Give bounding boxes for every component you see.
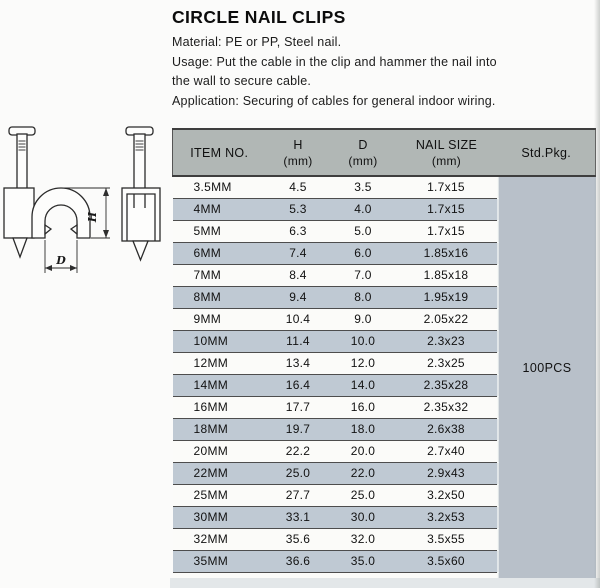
clip-dimension-diagram	[2, 122, 172, 287]
nail-size-cell: 2.6x38	[396, 419, 498, 441]
item-no-cell: 10MM	[173, 331, 266, 353]
clip-tooth-right-icon	[71, 225, 77, 234]
spec-table-header	[173, 129, 596, 176]
table-row	[173, 176, 596, 199]
clip-holder-icon	[4, 188, 34, 238]
h-value-cell: 27.7	[266, 485, 331, 507]
nail-size-cell: 1.7x15	[396, 221, 498, 243]
h-value-cell: 6.3	[266, 221, 331, 243]
column-header-nail-size	[396, 129, 498, 176]
spec-table-body	[173, 176, 596, 588]
nail-size-cell: 3.5x55	[396, 529, 498, 551]
item-no-cell: 12MM	[173, 353, 266, 375]
nail-size-cell: 1.95x19	[396, 287, 498, 309]
nail-size-cell: 1.85x18	[396, 265, 498, 287]
h-value-cell: 17.7	[266, 397, 331, 419]
h-value-cell: 10.4	[266, 309, 331, 331]
d-value-cell: 12.0	[331, 353, 396, 375]
d-dimension-label: D	[56, 254, 66, 267]
nail-size-cell: 2.3x25	[396, 353, 498, 375]
d-value-cell: 3.5	[331, 176, 396, 199]
item-no-cell: 32MM	[173, 529, 266, 551]
description-line-usage-2: the wall to secure cable.	[172, 74, 312, 88]
h-value-cell: 5.3	[266, 199, 331, 221]
nail-size-cell: 2.05x22	[396, 309, 498, 331]
nail-point-icon	[133, 241, 148, 260]
nail-shaft-icon	[17, 134, 27, 189]
item-no-cell: 14MM	[173, 375, 266, 397]
column-header-h	[266, 129, 331, 176]
h-value-cell: 19.7	[266, 419, 331, 441]
nail-size-cell: 2.9x43	[396, 463, 498, 485]
nail-size-cell: 1.7x15	[396, 176, 498, 199]
page-title: CIRCLE NAIL CLIPS	[172, 7, 346, 27]
d-value-cell: 10.0	[331, 331, 396, 353]
clip-front-view	[4, 127, 90, 257]
d-value-cell: 4.0	[331, 199, 396, 221]
d-value-cell: 20.0	[331, 441, 396, 463]
h-value-cell: 22.2	[266, 441, 331, 463]
d-value-cell: 8.0	[331, 287, 396, 309]
column-header-label: ITEM NO.	[190, 145, 249, 160]
clip-side-view	[122, 127, 160, 260]
nail-size-cell: 2.35x32	[396, 397, 498, 419]
item-no-cell: 7MM	[173, 265, 266, 287]
clip-body-icon	[122, 188, 160, 241]
d-value-cell: 35.0	[331, 551, 396, 573]
h-value-cell: 16.4	[266, 375, 331, 397]
column-header-d	[331, 129, 396, 176]
item-no-cell: 25MM	[173, 485, 266, 507]
spec-table	[172, 128, 596, 588]
item-no-cell: 9MM	[173, 309, 266, 331]
column-header-label: Std.Pkg.	[521, 145, 572, 160]
h-dimension-label: H	[86, 211, 99, 223]
item-no-cell: 16MM	[173, 397, 266, 419]
product-description	[172, 33, 582, 111]
clip-tooth-left-icon	[45, 225, 51, 234]
nail-size-cell: 1.85x16	[396, 243, 498, 265]
item-no-cell: 35MM	[173, 551, 266, 573]
nail-size-cell: 2.7x40	[396, 441, 498, 463]
d-value-cell: 14.0	[331, 375, 396, 397]
column-header-label: H	[293, 137, 303, 152]
h-value-cell: 25.0	[266, 463, 331, 485]
d-value-cell: 22.0	[331, 463, 396, 485]
item-no-cell: 5MM	[173, 221, 266, 243]
d-value-cell: 30.0	[331, 507, 396, 529]
item-no-cell: 20MM	[173, 441, 266, 463]
h-value-cell: 4.5	[266, 176, 331, 199]
scan-bottom-strip	[170, 578, 600, 588]
column-header-unit: (mm)	[283, 153, 313, 168]
column-header-label: NAIL SIZE	[415, 137, 478, 152]
nail-size-cell: 1.7x15	[396, 199, 498, 221]
d-value-cell: 16.0	[331, 397, 396, 419]
nail-size-cell: 3.2x50	[396, 485, 498, 507]
description-line-material: Material: PE or PP, Steel nail.	[172, 35, 342, 49]
nail-point-icon	[13, 238, 27, 257]
item-no-cell: 4MM	[173, 199, 266, 221]
item-no-cell: 22MM	[173, 463, 266, 485]
d-value-cell: 18.0	[331, 419, 396, 441]
description-line-usage: Usage: Put the cable in the clip and hammer the nail into	[172, 54, 497, 69]
d-value-cell: 32.0	[331, 529, 396, 551]
nail-size-cell: 2.35x28	[396, 375, 498, 397]
h-value-cell: 11.4	[266, 331, 331, 353]
h-value-cell: 35.6	[266, 529, 331, 551]
item-no-cell: 3.5MM	[173, 176, 266, 199]
h-value-cell: 8.4	[266, 265, 331, 287]
column-header-unit: (mm)	[348, 153, 378, 168]
h-value-cell: 7.4	[266, 243, 331, 265]
circle-clip-icon	[32, 188, 90, 238]
d-value-cell: 7.0	[331, 265, 396, 287]
item-no-cell: 18MM	[173, 419, 266, 441]
description-line-application: Application: Securing of cables for general indoor wiring.	[172, 93, 496, 108]
dimension-d	[45, 240, 77, 273]
h-value-cell: 36.6	[266, 551, 331, 573]
d-value-cell: 5.0	[331, 221, 396, 243]
h-value-cell: 13.4	[266, 353, 331, 375]
column-header-item-no	[173, 129, 266, 176]
nail-size-cell: 2.3x23	[396, 331, 498, 353]
column-header-unit: (mm)	[431, 153, 462, 168]
d-value-cell: 9.0	[331, 309, 396, 331]
nail-shaft-icon	[134, 134, 145, 190]
column-header-std-pkg	[498, 129, 596, 176]
d-value-cell: 6.0	[331, 243, 396, 265]
item-no-cell: 30MM	[173, 507, 266, 529]
nail-size-cell: 3.5x60	[396, 551, 498, 573]
scan-right-edge	[594, 0, 600, 588]
h-value-cell: 33.1	[266, 507, 331, 529]
h-value-cell: 9.4	[266, 287, 331, 309]
item-no-cell: 8MM	[173, 287, 266, 309]
column-header-label: D	[358, 137, 368, 152]
d-value-cell: 25.0	[331, 485, 396, 507]
std-pkg-cell: 100PCS	[498, 176, 596, 588]
nail-size-cell: 3.2x53	[396, 507, 498, 529]
item-no-cell: 6MM	[173, 243, 266, 265]
